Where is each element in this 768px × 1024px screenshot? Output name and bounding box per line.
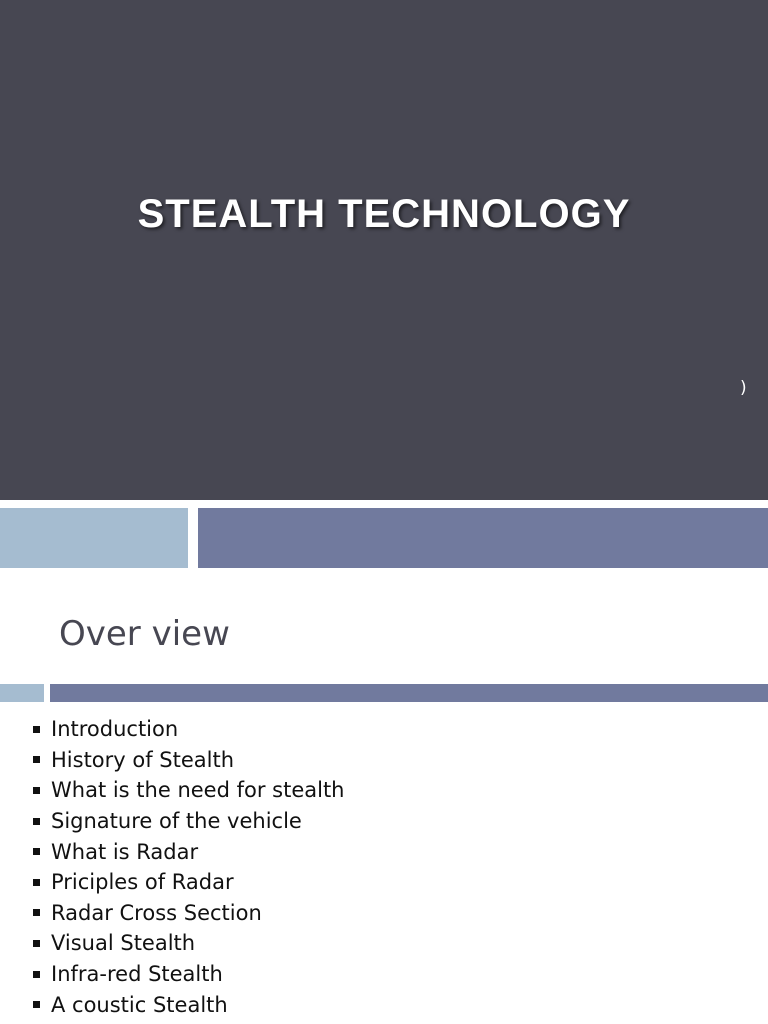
list-item — [33, 775, 345, 806]
list-item — [33, 714, 345, 745]
list-item-label: Priciples of Radar — [51, 870, 234, 895]
overview-list — [33, 714, 345, 1020]
square-bullet-icon — [33, 971, 40, 978]
square-bullet-icon — [33, 818, 40, 825]
list-item — [33, 745, 345, 776]
slide-title: STEALTH TECHNOLOGY — [137, 192, 631, 236]
list-item-label: Signature of the vehicle — [51, 809, 302, 834]
square-bullet-icon — [33, 1001, 40, 1008]
list-item-label: Visual Stealth — [51, 931, 196, 956]
list-item — [33, 989, 345, 1020]
square-bullet-icon — [33, 909, 40, 916]
list-item — [33, 928, 345, 959]
accent-bar-dark — [50, 684, 768, 702]
square-bullet-icon — [33, 879, 40, 886]
title-slide-panel — [0, 0, 768, 500]
accent-band-light — [0, 508, 188, 568]
accent-band-dark — [198, 508, 768, 568]
list-item-label: What is Radar — [51, 839, 199, 864]
square-bullet-icon — [33, 848, 40, 855]
list-item-label: Radar Cross Section — [51, 900, 262, 925]
list-item-label: Infra-red Stealth — [51, 962, 223, 987]
accent-bar-light — [0, 684, 44, 702]
square-bullet-icon — [33, 756, 40, 763]
list-item — [33, 836, 345, 867]
list-item — [33, 867, 345, 898]
list-item-label: Introduction — [51, 717, 179, 742]
list-item — [33, 806, 345, 837]
square-bullet-icon — [33, 787, 40, 794]
stray-mark: ) — [740, 378, 747, 398]
list-item-label: What is the need for stealth — [51, 778, 345, 803]
list-item — [33, 898, 345, 929]
list-item-label: History of Stealth — [51, 747, 235, 772]
square-bullet-icon — [33, 726, 40, 733]
overview-heading: Over view — [59, 614, 230, 654]
list-item — [33, 959, 345, 990]
square-bullet-icon — [33, 940, 40, 947]
list-item-label: A coustic Stealth — [51, 992, 228, 1017]
